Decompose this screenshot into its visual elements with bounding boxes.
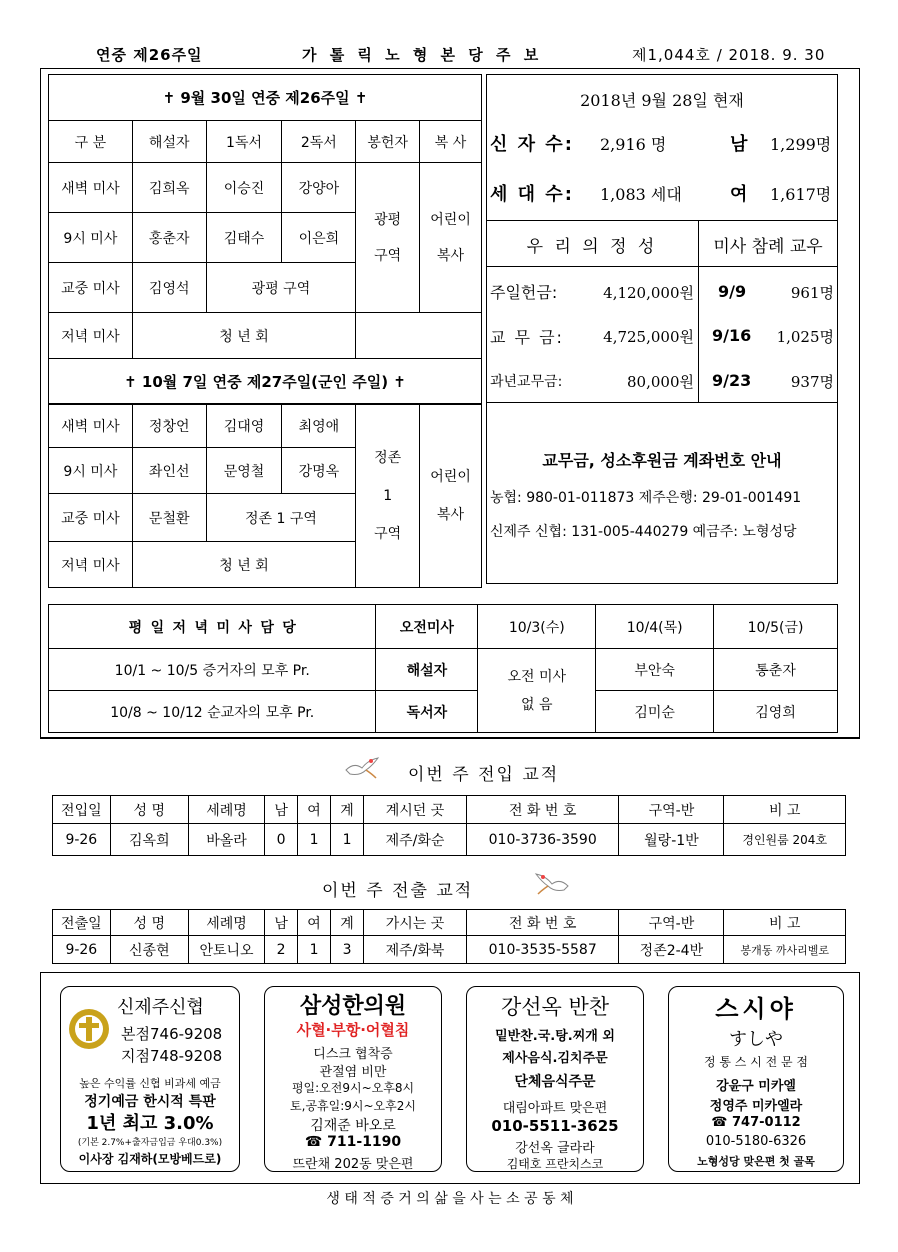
weekday-row: 10/8 ~ 10/12 순교자의 모후 Pr. xyxy=(49,691,376,733)
col-label: 구역-반 xyxy=(619,796,724,824)
ad-line: 정 통 스 시 전 문 점 xyxy=(703,1055,809,1069)
weekday-table xyxy=(48,604,838,733)
moveout-title: 이번 주 전출 교적 xyxy=(322,881,474,901)
cell: 청 년 회 xyxy=(132,313,355,359)
cell: 월랑-1반 xyxy=(619,824,724,856)
offer-cell xyxy=(356,404,420,588)
att-count: 1,025명 xyxy=(776,328,834,346)
col-label: 성 명 xyxy=(110,910,188,936)
cell: 봉개동 까사리벨로 xyxy=(724,936,846,964)
col-label: 성 명 xyxy=(110,796,188,824)
ad-line: 본점746-9208 xyxy=(121,1025,223,1043)
believers-label: 신 자 수: xyxy=(490,134,574,155)
row-label: 새벽 미사 xyxy=(49,404,133,448)
dues-label: 교 무 금: xyxy=(490,328,564,347)
attend-title: 미사 참례 교우 xyxy=(713,237,823,257)
ad-line: すしや xyxy=(729,1029,783,1050)
att-count: 961명 xyxy=(790,284,834,302)
cell: 정존2-4반 xyxy=(619,936,724,964)
offer-cell: 광평 구역 xyxy=(356,163,420,313)
ad-line: 사혈·부항·어혈침 xyxy=(296,1021,410,1039)
cell: 김태수 xyxy=(206,213,282,263)
cell: 2 xyxy=(265,936,298,964)
cell: 9-26 xyxy=(53,936,111,964)
cell: 신종현 xyxy=(110,936,188,964)
col-label: 1독서 xyxy=(206,121,282,163)
weekday-row: 10/1 ~ 10/5 증거자의 모후 Pr. xyxy=(49,649,376,691)
male-value: 1,299명 xyxy=(770,135,832,154)
cell: 통춘자 xyxy=(714,649,838,691)
col-label: 비 고 xyxy=(724,796,846,824)
ad-phone: 010-5511-3625 xyxy=(491,1117,619,1135)
ad-line: 1년 최고 3.0% xyxy=(86,1113,214,1134)
cell: 이은희 xyxy=(282,213,356,263)
week2-title: ✝ 10월 7일 연중 제27주일(군인 주일) ✝ xyxy=(49,359,482,405)
col-label: 남 xyxy=(265,796,298,824)
ad-title: 삼성한의원 xyxy=(299,994,407,1019)
day-header: 10/5(금) xyxy=(714,605,838,649)
divider xyxy=(40,738,860,739)
commentator-label: 해설자 xyxy=(376,649,478,691)
col-label: 구역-반 xyxy=(619,910,724,936)
col-label: 계시던 곳 xyxy=(364,796,467,824)
ad-line: 정영주 미카엘라 xyxy=(709,1099,803,1114)
cell: 1 xyxy=(331,824,364,856)
ad-line: 디스크 협착증 xyxy=(313,1047,393,1062)
accounts-title: 교무금, 성소후원금 계좌번호 안내 xyxy=(542,451,782,470)
ad-line: 관절염 비만 xyxy=(319,1065,387,1080)
cell: 좌인선 xyxy=(132,448,206,494)
ad-line: 강윤구 미카엘 xyxy=(716,1079,796,1094)
ad-line: 제사음식.김치주문 xyxy=(502,1051,608,1066)
reader-label: 독서자 xyxy=(376,691,478,733)
ad-line: 지점748-9208 xyxy=(121,1047,223,1065)
row-label: 9시 미사 xyxy=(49,213,133,263)
cell: 문영철 xyxy=(206,448,282,494)
ad-title: 신제주신협 xyxy=(117,997,204,1018)
cell: 김미순 xyxy=(596,691,714,733)
ad-line: 뜨란채 202동 맞은편 xyxy=(292,1157,414,1172)
cell: 안토니오 xyxy=(188,936,264,964)
col-label: 전출일 xyxy=(53,910,111,936)
female-value: 1,617명 xyxy=(770,185,832,204)
no-mass-cell: 오전 미사 없 음 xyxy=(478,649,596,733)
cell: 제주/화북 xyxy=(364,936,467,964)
att-date: 9/9 xyxy=(718,282,747,301)
footer-motto: 생 태 적 증 거 의 삶 을 사 는 소 공 동 체 xyxy=(326,1191,574,1207)
blank-cell xyxy=(356,313,482,359)
header-title: 가 톨 릭 노 형 본 당 주 보 xyxy=(302,46,543,64)
weekday-title: 평 일 저 녁 미 사 담 당 xyxy=(49,605,376,649)
cell: 정창언 xyxy=(132,404,206,448)
col-label: 해설자 xyxy=(132,121,206,163)
households-label: 세 대 수: xyxy=(490,184,574,205)
col-label: 여 xyxy=(298,796,331,824)
past-value: 80,000원 xyxy=(627,373,694,391)
server-cell: 어린이 복사 xyxy=(420,404,482,588)
offer-line: 구역 xyxy=(374,525,402,542)
stats-date: 2018년 9월 28일 현재 xyxy=(580,91,744,110)
col-label: 세례명 xyxy=(188,796,264,824)
ads-frame xyxy=(40,972,860,1184)
cell: 최영애 xyxy=(282,404,356,448)
cell: 9-26 xyxy=(53,824,111,856)
cell: 김희옥 xyxy=(132,163,206,213)
ad-line: 정기예금 한시적 특판 xyxy=(84,1094,216,1110)
am-label: 오전미사 xyxy=(376,605,478,649)
female-label: 여 xyxy=(730,184,748,205)
cell: 010-3736-3590 xyxy=(466,824,618,856)
row-label: 새벽 미사 xyxy=(49,163,133,213)
cell: 광평 구역 xyxy=(206,263,356,313)
col-label: 봉헌자 xyxy=(356,121,420,163)
week1-title: ✝ 9월 30일 연중 제26주일 ✝ xyxy=(49,75,482,121)
cell: 바올라 xyxy=(188,824,264,856)
row-label: 저녁 미사 xyxy=(49,542,133,588)
ad-title: 스시야 xyxy=(715,995,797,1023)
male-label: 남 xyxy=(730,134,748,155)
cell: 문철환 xyxy=(132,494,206,542)
cell: 강양아 xyxy=(282,163,356,213)
cell: 0 xyxy=(265,824,298,856)
cell: 김옥희 xyxy=(110,824,188,856)
past-label: 과년교무금: xyxy=(490,374,563,390)
cell: 010-3535-5587 xyxy=(466,936,618,964)
ad-line: 밑반찬.국.탕.찌개 외 xyxy=(495,1029,615,1044)
account-line: 신제주 신협: 131-005-440279 예금주: 노형성당 xyxy=(490,524,797,540)
col-label: 전입일 xyxy=(53,796,111,824)
believers-value: 2,916 명 xyxy=(600,135,667,154)
att-count: 937명 xyxy=(790,373,834,391)
col-label: 계 xyxy=(331,796,364,824)
col-label: 계 xyxy=(331,910,364,936)
movein-title: 이번 주 전입 교적 xyxy=(408,765,560,785)
header-issue: 제1,044호 / 2018. 9. 30 xyxy=(632,46,826,64)
cell: 1 xyxy=(298,824,331,856)
col-label: 복 사 xyxy=(420,121,482,163)
week1-table xyxy=(48,74,482,405)
row-label: 저녁 미사 xyxy=(49,313,133,359)
row-label: 9시 미사 xyxy=(49,448,133,494)
offering-title: 우 리 의 정 성 xyxy=(526,237,658,257)
header-left: 연중 제26주일 xyxy=(96,46,203,64)
movein-table xyxy=(52,795,846,856)
cell: 강명옥 xyxy=(282,448,356,494)
col-label: 가시는 곳 xyxy=(364,910,467,936)
col-label: 남 xyxy=(265,910,298,936)
day-header: 10/3(수) xyxy=(478,605,596,649)
dove-icon xyxy=(344,752,380,780)
cell: 김대영 xyxy=(206,404,282,448)
col-label: 전 화 번 호 xyxy=(466,796,618,824)
divider xyxy=(486,220,838,221)
att-date: 9/16 xyxy=(712,326,752,345)
dove-icon xyxy=(534,868,570,896)
cell: 부안숙 xyxy=(596,649,714,691)
ad-line: (기본 2.7%+출자금입금 우대0.3%) xyxy=(77,1138,223,1148)
ad-phone: ☎ 747-0112 xyxy=(711,1115,801,1130)
ad-line: 강선옥 글라라 xyxy=(515,1141,595,1156)
col-label: 세례명 xyxy=(188,910,264,936)
moveout-table xyxy=(52,909,846,964)
col-label: 구 분 xyxy=(49,121,133,163)
divider xyxy=(486,266,838,267)
cell: 1 xyxy=(298,936,331,964)
cell: 김영희 xyxy=(714,691,838,733)
sunday-value: 4,120,000원 xyxy=(603,284,694,302)
cell: 경인원룸 204호 xyxy=(724,824,846,856)
att-date: 9/23 xyxy=(712,371,752,390)
cell: 이승진 xyxy=(206,163,282,213)
row-label: 교중 미사 xyxy=(49,494,133,542)
col-label: 비 고 xyxy=(724,910,846,936)
ad-line: 단체음식주문 xyxy=(514,1074,596,1090)
col-label: 2독서 xyxy=(282,121,356,163)
ad-line: 높은 수익률 신협 비과세 예금 xyxy=(79,1077,221,1090)
divider xyxy=(486,402,838,403)
day-header: 10/4(목) xyxy=(596,605,714,649)
cell: 제주/화순 xyxy=(364,824,467,856)
ad-title: 강선옥 반찬 xyxy=(500,995,610,1019)
ad-line: 김태호 프란치스코 xyxy=(506,1157,604,1171)
cell: 김영석 xyxy=(132,263,206,313)
dues-value: 4,725,000원 xyxy=(603,328,694,346)
cell: 3 xyxy=(331,936,364,964)
row-label: 교중 미사 xyxy=(49,263,133,313)
account-line: 농협: 980-01-011873 제주은행: 29-01-001491 xyxy=(490,490,802,506)
cell: 청 년 회 xyxy=(132,542,355,588)
ad-phone: 010-5180-6326 xyxy=(705,1134,807,1149)
cell: 정존 1 구역 xyxy=(206,494,356,542)
ad-line: 대림아파트 맞은편 xyxy=(502,1101,608,1116)
offer-line: 정존 xyxy=(374,449,402,466)
sunday-label: 주일헌금: xyxy=(490,283,558,302)
ad-line: 토,공휴일:9시~오후2시 xyxy=(290,1099,416,1113)
ad-line: 김재준 바오로 xyxy=(310,1118,396,1134)
col-label: 전 화 번 호 xyxy=(466,910,618,936)
week2-table xyxy=(48,403,482,588)
offer-line: 1 xyxy=(383,487,393,504)
ad-line: 평일:오전9시~오후8시 xyxy=(291,1081,415,1095)
ad-line: 노형성당 맞은편 첫 골목 xyxy=(697,1155,815,1168)
server-cell: 어린이 복사 xyxy=(420,163,482,313)
col-label: 여 xyxy=(298,910,331,936)
ad-line: 이사장 김재하(모방베드로) xyxy=(78,1152,222,1166)
households-value: 1,083 세대 xyxy=(600,185,682,204)
cell: 홍춘자 xyxy=(132,213,206,263)
ad-phone: ☎ 711-1190 xyxy=(304,1134,402,1150)
